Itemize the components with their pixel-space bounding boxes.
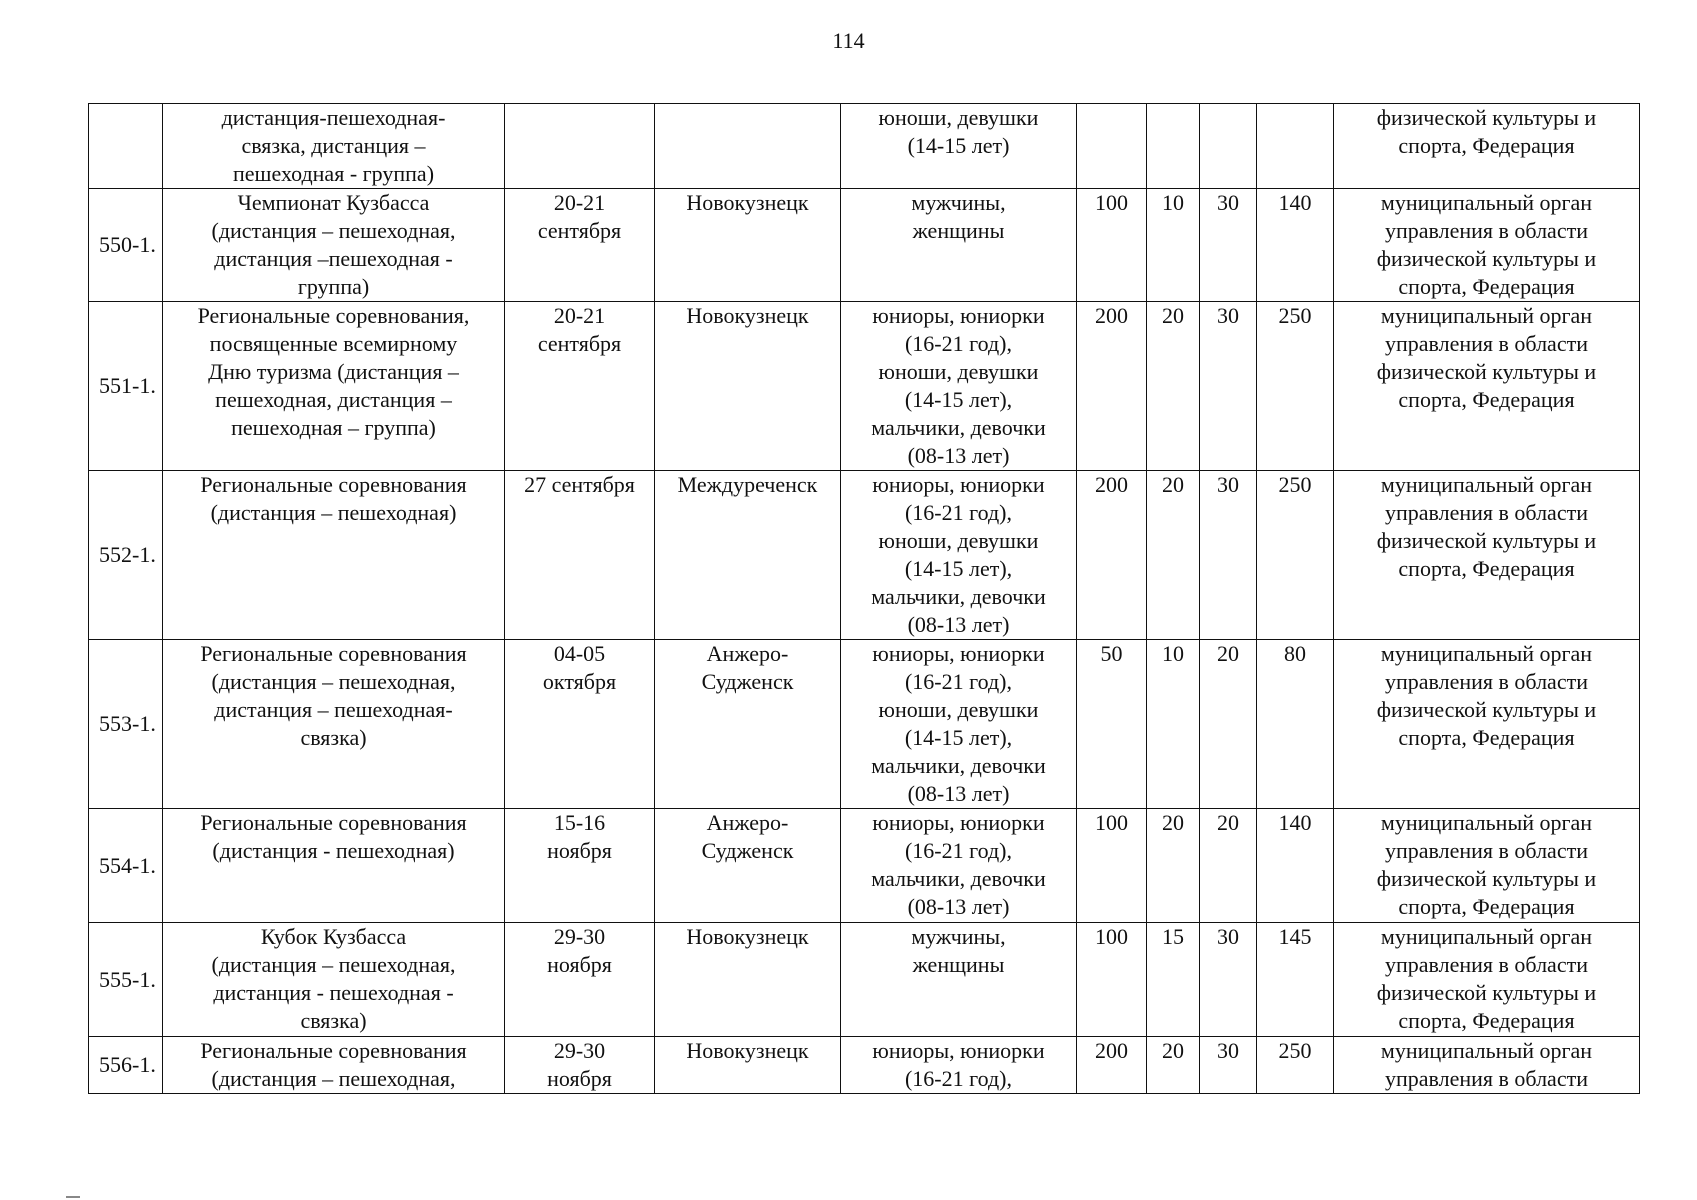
cell-count-1: 200 <box>1077 471 1147 640</box>
cell-participants: юниоры, юниорки (16-21 год), юноши, девушки (14-15 лет), мальчики, девочки (08-13 лет) <box>841 471 1077 640</box>
cell-count-1: 50 <box>1077 640 1147 809</box>
cell-place: Анжеро- Судженск <box>655 640 841 809</box>
events-table <box>88 103 1640 1094</box>
cell-number: 555-1. <box>89 923 163 1037</box>
cell-number <box>89 104 163 189</box>
cell-place: Междуреченск <box>655 471 841 640</box>
cell-count-2: 20 <box>1147 1037 1200 1094</box>
cell-participants: юноши, девушки (14-15 лет) <box>841 104 1077 189</box>
table-row <box>89 189 1640 302</box>
cell-participants: юниоры, юниорки (16-21 год), мальчики, девочки (08-13 лет) <box>841 809 1077 923</box>
cell-event-name: Региональные соревнования (дистанция - пешеходная) <box>163 809 505 923</box>
cell-dates: 27 сентября <box>505 471 655 640</box>
cell-count-total <box>1257 104 1334 189</box>
cell-place: Новокузнецк <box>655 923 841 1037</box>
cell-organizer: муниципальный орган управления в области физической культуры и спорта, Федерация <box>1334 640 1640 809</box>
cell-count-total: 80 <box>1257 640 1334 809</box>
cell-count-2: 20 <box>1147 471 1200 640</box>
cell-count-2: 20 <box>1147 809 1200 923</box>
cell-count-total: 145 <box>1257 923 1334 1037</box>
cell-event-name: Кубок Кузбасса (дистанция – пешеходная, дистанция - пешеходная - связка) <box>163 923 505 1037</box>
cell-dates <box>505 104 655 189</box>
cell-place: Новокузнецк <box>655 302 841 471</box>
cell-count-total: 140 <box>1257 189 1334 302</box>
cell-count-1: 100 <box>1077 923 1147 1037</box>
cell-dates: 29-30 ноября <box>505 923 655 1037</box>
cell-count-3 <box>1200 104 1257 189</box>
cell-organizer: муниципальный орган управления в области физической культуры и спорта, Федерация <box>1334 302 1640 471</box>
cell-dates: 29-30 ноября <box>505 1037 655 1094</box>
cell-number: 556-1. <box>89 1037 163 1094</box>
cell-dates: 15-16 ноября <box>505 809 655 923</box>
cell-count-2: 10 <box>1147 640 1200 809</box>
cell-dates: 20-21 сентября <box>505 189 655 302</box>
cell-count-3: 20 <box>1200 640 1257 809</box>
cell-event-name: Региональные соревнования, посвященные всемирному Дню туризма (дистанция – пешеходная, дистанция – пешеходная – группа) <box>163 302 505 471</box>
cell-participants: юниоры, юниорки (16-21 год), <box>841 1037 1077 1094</box>
cell-count-1: 100 <box>1077 809 1147 923</box>
page-number: 114 <box>832 28 865 53</box>
cell-event-name: Региональные соревнования (дистанция – пешеходная) <box>163 471 505 640</box>
cell-organizer: муниципальный орган управления в области физической культуры и спорта, Федерация <box>1334 471 1640 640</box>
cell-place <box>655 104 841 189</box>
cell-number: 552-1. <box>89 471 163 640</box>
cell-count-3: 30 <box>1200 1037 1257 1094</box>
edge-mark <box>66 1196 80 1198</box>
cell-count-2: 15 <box>1147 923 1200 1037</box>
cell-count-3: 30 <box>1200 923 1257 1037</box>
cell-count-1: 200 <box>1077 302 1147 471</box>
cell-participants: юниоры, юниорки (16-21 год), юноши, девушки (14-15 лет), мальчики, девочки (08-13 лет) <box>841 302 1077 471</box>
cell-count-3: 30 <box>1200 302 1257 471</box>
table-row <box>89 809 1640 923</box>
cell-count-3: 30 <box>1200 471 1257 640</box>
cell-count-2: 10 <box>1147 189 1200 302</box>
cell-count-3: 30 <box>1200 189 1257 302</box>
cell-participants: юниоры, юниорки (16-21 год), юноши, девушки (14-15 лет), мальчики, девочки (08-13 лет) <box>841 640 1077 809</box>
cell-organizer: муниципальный орган управления в области <box>1334 1037 1640 1094</box>
cell-event-name: Региональные соревнования (дистанция – пешеходная, <box>163 1037 505 1094</box>
table-row <box>89 302 1640 471</box>
cell-event-name: Региональные соревнования (дистанция – пешеходная, дистанция – пешеходная- связка) <box>163 640 505 809</box>
cell-number: 553-1. <box>89 640 163 809</box>
cell-count-total: 140 <box>1257 809 1334 923</box>
cell-place: Новокузнецк <box>655 1037 841 1094</box>
table-row <box>89 471 1640 640</box>
cell-organizer: муниципальный орган управления в области физической культуры и спорта, Федерация <box>1334 923 1640 1037</box>
cell-count-1: 200 <box>1077 1037 1147 1094</box>
table-row <box>89 923 1640 1037</box>
cell-number: 551-1. <box>89 302 163 471</box>
cell-number: 550-1. <box>89 189 163 302</box>
cell-number: 554-1. <box>89 809 163 923</box>
cell-event-name: дистанция-пешеходная- связка, дистанция – пешеходная - группа) <box>163 104 505 189</box>
cell-count-1 <box>1077 104 1147 189</box>
cell-participants: мужчины, женщины <box>841 189 1077 302</box>
cell-participants: мужчины, женщины <box>841 923 1077 1037</box>
cell-count-total: 250 <box>1257 471 1334 640</box>
cell-organizer: муниципальный орган управления в области физической культуры и спорта, Федерация <box>1334 189 1640 302</box>
table-row <box>89 104 1640 189</box>
cell-dates: 20-21 сентября <box>505 302 655 471</box>
cell-count-total: 250 <box>1257 302 1334 471</box>
cell-count-1: 100 <box>1077 189 1147 302</box>
cell-count-2 <box>1147 104 1200 189</box>
cell-count-total: 250 <box>1257 1037 1334 1094</box>
table-row <box>89 1037 1640 1094</box>
table-row <box>89 640 1640 809</box>
cell-organizer: физической культуры и спорта, Федерация <box>1334 104 1640 189</box>
cell-count-2: 20 <box>1147 302 1200 471</box>
cell-place: Анжеро- Судженск <box>655 809 841 923</box>
cell-dates: 04-05 октября <box>505 640 655 809</box>
cell-place: Новокузнецк <box>655 189 841 302</box>
cell-count-3: 20 <box>1200 809 1257 923</box>
cell-organizer: муниципальный орган управления в области физической культуры и спорта, Федерация <box>1334 809 1640 923</box>
cell-event-name: Чемпионат Кузбасса (дистанция – пешеходная, дистанция –пешеходная - группа) <box>163 189 505 302</box>
